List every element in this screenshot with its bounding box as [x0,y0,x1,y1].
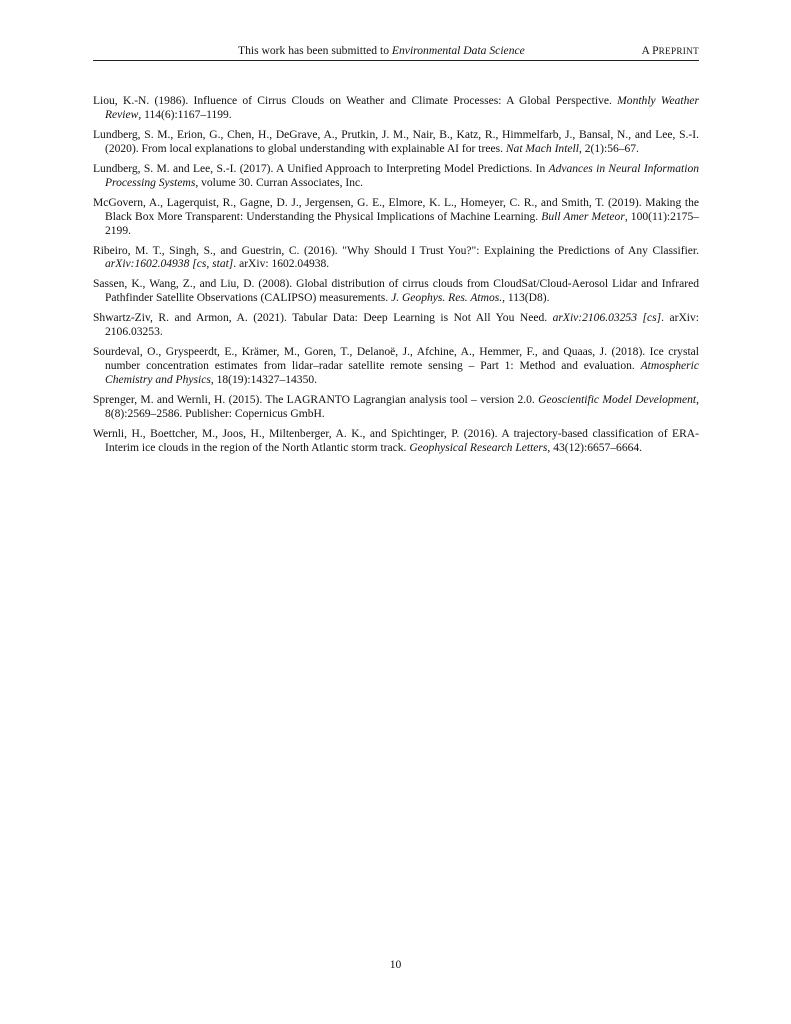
reference-details: , volume 30. Curran Associates, Inc. [195,176,364,189]
reference-entry-shwartz-ziv [93,312,699,340]
reference-list [93,95,699,462]
reference-entry-mcgovern [93,197,699,239]
reference-details: . arXiv: 2106.03253. [105,312,699,339]
reference-entry-sassen [93,278,699,306]
reference-entry-liou [93,95,699,123]
reference-details: , 2(1):56–67. [578,142,639,155]
reference-text: Sassen, K., Wang, Z., and Liu, D. (2008). Global distribution of cirrus clouds from CloudSat/Cloud-Aerosol Lidar and Infrared Pathfinder Satellite Observations (CALIPSO) measurements. [93,278,699,305]
reference-text: Wernli, H., Boettcher, M., Joos, H., Miltenberger, A. K., and Spichtinger, P. (2016). A trajectory-based classification of ERA-Interim ice clouds in the region of the North Atlantic storm track. [93,427,699,454]
reference-venue: arXiv:2106.03253 [cs] [552,312,662,325]
reference-entry-lundberg-2020 [93,129,699,157]
reference-entry-lundberg-2017 [93,163,699,191]
reference-details: , 100(11):2175–2199. [105,210,699,237]
header-submission-note [238,44,525,57]
reference-text: Shwartz-Ziv, R. and Armon, A. (2021). Tabular Data: Deep Learning is Not All You Need. [93,312,553,325]
reference-entry-wernli [93,428,699,456]
reference-venue: Geophysical Research Letters [409,441,548,454]
reference-details: , 43(12):6657–6664. [547,441,643,454]
reference-text: Lundberg, S. M., Erion, G., Chen, H., DeGrave, A., Prutkin, J. M., Nair, B., Katz, R., Himmelfarb, J., Bansal, N., and Lee, S.-I. (2020). From local explanations to global understanding with explainable AI for trees. [93,128,699,155]
page-number: 10 [389,958,402,971]
header-preprint-label [642,44,699,57]
reference-entry-ribeiro [93,245,699,273]
reference-details: , 113(D8). [502,292,550,305]
reference-venue: arXiv:1602.04938 [cs, stat] [105,258,234,271]
reference-venue: Nat Mach Intell [505,142,579,155]
reference-text: McGovern, A., Lagerquist, R., Gagne, D. J., Jergensen, G. E., Elmore, K. L., Homeyer, C. R., and Smith, T. (2019). Making the Black Box More Transparent: Understanding the Physical Implications of Machine Learning. [93,196,699,223]
running-header [93,44,699,61]
reference-venue: J. Geophys. Res. Atmos. [391,292,503,305]
header-venue-prefix: This work has been submitted to [238,44,392,57]
header-preprint-rest: REPRINT [658,46,699,56]
reference-entry-sourdeval [93,346,699,388]
reference-venue: Monthly Weather Review [105,95,699,121]
reference-details: , 114(6):1167–1199. [138,108,232,121]
reference-details: , 18(19):14327–14350. [210,374,318,387]
reference-text: Ribeiro, M. T., Singh, S., and Guestrin, C. (2016). "Why Should I Trust You?": Explaining the Predictions of Any Classifier. [93,244,699,257]
reference-details: , 8(8):2569–2586. Publisher: Copernicus GmbH. [105,394,700,420]
header-preprint-initial: A P [641,44,659,57]
reference-details: . arXiv: 1602.04938. [233,258,330,271]
reference-text: Lundberg, S. M. and Lee, S.-I. (2017). A Unified Approach to Interpreting Model Predictions. In [93,162,549,175]
reference-venue: Advances in Neural Information Processing Systems [105,162,699,189]
reference-venue: Bull Amer Meteor [541,210,625,223]
reference-venue: Atmospheric Chemistry and Physics [105,360,699,387]
reference-entry-sprenger [93,394,699,422]
reference-venue: Geoscientific Model Development [538,394,697,407]
reference-text: Sprenger, M. and Wernli, H. (2015). The LAGRANTO Lagrangian analysis tool – version 2.0. [93,394,539,407]
reference-text: Liou, K.-N. (1986). Influence of Cirrus Clouds on Weather and Climate Processes: A Global Perspective. [93,95,618,107]
reference-text: Sourdeval, O., Gryspeerdt, E., Krämer, M., Goren, T., Delanoë, J., Afchine, A., Hemmer, F., and Quaas, J. (2018). Ice crystal number concentration estimates from lidar–radar satellite remote sensing – Part 1: Method and evaluation. [93,346,699,373]
header-venue-name: Environmental Data Science [391,44,525,57]
